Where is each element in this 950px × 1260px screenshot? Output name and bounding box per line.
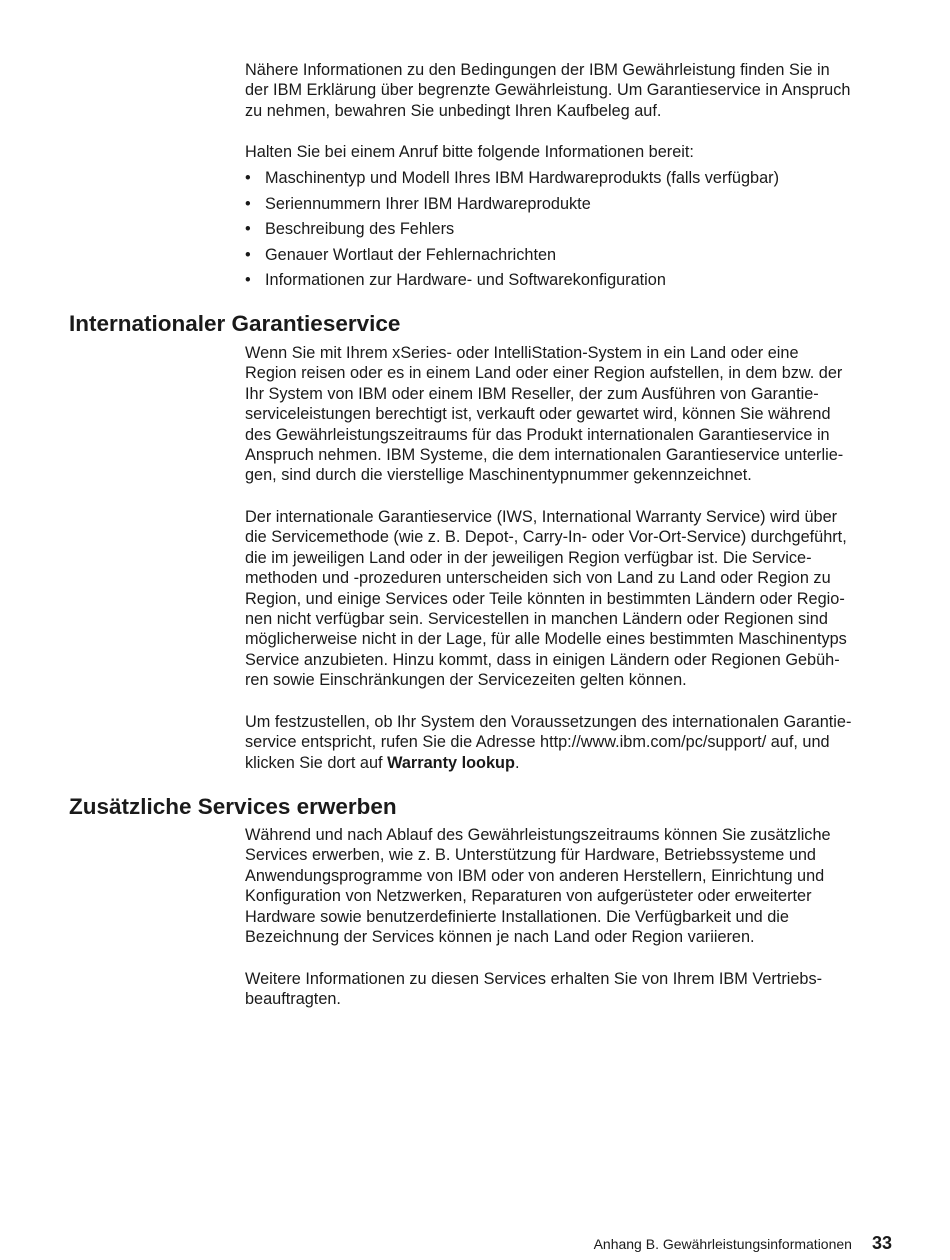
text-line: Service anzubieten. Hinzu kommt, dass in einigen Ländern oder Regionen Gebüh- — [245, 650, 840, 669]
list-item — [245, 219, 895, 245]
list-item-text: Beschreibung des Fehlers — [265, 220, 455, 238]
text-line: service entspricht, rufen Sie die Adresse http://www.ibm.com/pc/support/ auf, und — [245, 733, 830, 752]
info-request-paragraph — [245, 142, 895, 162]
text-fragment: . — [514, 753, 520, 772]
info-list — [245, 168, 895, 296]
list-item — [245, 245, 895, 271]
additional-services-paragraph-1 — [245, 825, 895, 947]
section-heading-international-warranty: Internationaler Garantieservice — [69, 311, 401, 336]
text-line: Services erwerben, wie z. B. Unterstützung für Hardware, Betriebssysteme und — [245, 846, 816, 865]
page-footer — [594, 1233, 892, 1254]
page-number: 33 — [871, 1233, 892, 1253]
text-line: Region, und einige Services oder Teile könnten in bestimmten Ländern oder Regio- — [245, 589, 845, 608]
text-line: Region reisen oder es in einem Land oder einer Region aufstellen, in dem bzw. der — [245, 364, 843, 383]
bullet-icon: • — [245, 220, 251, 238]
bullet-icon: • — [245, 245, 251, 264]
text-line: gen, sind durch die vierstellige Maschinentypnummer gekennzeichnet. — [245, 466, 752, 485]
list-item-text: Seriennummern Ihrer IBM Hardwareprodukte — [265, 194, 591, 213]
text-line — [245, 753, 895, 773]
text-line: die Servicemethode (wie z. B. Depot-, Carry-In- oder Vor-Ort-Service) durchgeführt, — [245, 528, 847, 547]
text-fragment: klicken Sie dort auf — [245, 753, 388, 772]
text-line: Weitere Informationen zu diesen Services erhalten Sie von Ihrem IBM Vertriebs- — [245, 970, 823, 988]
intro-paragraph — [245, 60, 895, 121]
list-item — [245, 270, 895, 296]
text-line: beauftragten. — [245, 990, 341, 1009]
bullet-icon: • — [245, 169, 251, 187]
international-warranty-paragraph-1 — [245, 343, 895, 486]
text-line: Ihr System von IBM oder einem IBM Reseller, der zum Ausführen von Garantie- — [245, 384, 819, 403]
text-line: möglicherweise nicht in der Lage, für alle Modelle eines bestimmten Maschinentyps — [245, 630, 847, 649]
text-line: Anwendungsprogramme von IBM oder von anderen Herstellern, Einrichtung und — [245, 866, 825, 885]
section-heading-additional-services: Zusätzliche Services erwerben — [69, 794, 397, 819]
text-line: Wenn Sie mit Ihrem xSeries- oder IntelliStation-System in ein Land oder eine — [245, 344, 799, 362]
list-item — [245, 168, 895, 194]
text-line: Während und nach Ablauf des Gewährleistungszeitraums können Sie zusätzliche — [245, 826, 831, 844]
international-warranty-paragraph-3 — [245, 712, 895, 773]
text-line: Der internationale Garantieservice (IWS, International Warranty Service) wird über — [245, 508, 838, 526]
list-item-text: Maschinentyp und Modell Ihres IBM Hardwareprodukts (falls verfügbar) — [265, 169, 779, 187]
text-line: methoden und -prozeduren unterscheiden sich von Land zu Land oder Region zu — [245, 569, 831, 588]
bullet-icon: • — [245, 194, 251, 213]
text-line: der IBM Erklärung über begrenzte Gewährleistung. Um Garantieservice in Anspruch — [245, 81, 851, 100]
bullet-icon: • — [245, 271, 251, 289]
additional-services-paragraph-2 — [245, 969, 895, 1010]
list-item — [245, 194, 895, 220]
text-line: nen nicht verfügbar sein. Servicestellen in manchen Ländern oder Regionen sind — [245, 610, 828, 629]
text-line: Um festzustellen, ob Ihr System den Voraussetzungen des internationalen Garantie- — [245, 713, 852, 731]
text-line: zu nehmen, bewahren Sie unbedingt Ihren Kaufbeleg auf. — [245, 101, 662, 120]
list-item-text: Informationen zur Hardware- und Softwarekonfiguration — [265, 271, 666, 289]
text-line: Hardware sowie benutzerdefinierte Installationen. Die Verfügbarkeit und die — [245, 907, 789, 926]
text-line: ren sowie Einschränkungen der Servicezeiten gelten können. — [245, 671, 687, 690]
text-line: Halten Sie bei einem Anruf bitte folgende Informationen bereit: — [245, 143, 694, 161]
warranty-lookup-label: Warranty lookup — [387, 753, 515, 772]
text-line: des Gewährleistungszeitraums für das Produkt internationalen Garantieservice in — [245, 425, 830, 444]
text-line: Anspruch nehmen. IBM Systeme, die dem internationalen Garantieservice unterlie- — [245, 446, 844, 465]
international-warranty-paragraph-2 — [245, 507, 895, 691]
text-line: Bezeichnung der Services können je nach Land oder Region variieren. — [245, 928, 755, 947]
footer-section-title: Anhang B. Gewährleistungsinformationen — [593, 1236, 852, 1252]
list-item-text: Genauer Wortlaut der Fehlernachrichten — [265, 245, 557, 264]
text-line: Konfiguration von Netzwerken, Reparaturen von aufgerüsteter oder erweiterter — [245, 887, 812, 906]
text-line: Nähere Informationen zu den Bedingungen der IBM Gewährleistung finden Sie in — [245, 61, 830, 79]
text-line: serviceleistungen berechtigt ist, verkauft oder gewartet wird, können Sie während — [245, 405, 831, 424]
text-line: die im jeweiligen Land oder in der jeweiligen Region verfügbar ist. Die Service- — [245, 548, 812, 567]
